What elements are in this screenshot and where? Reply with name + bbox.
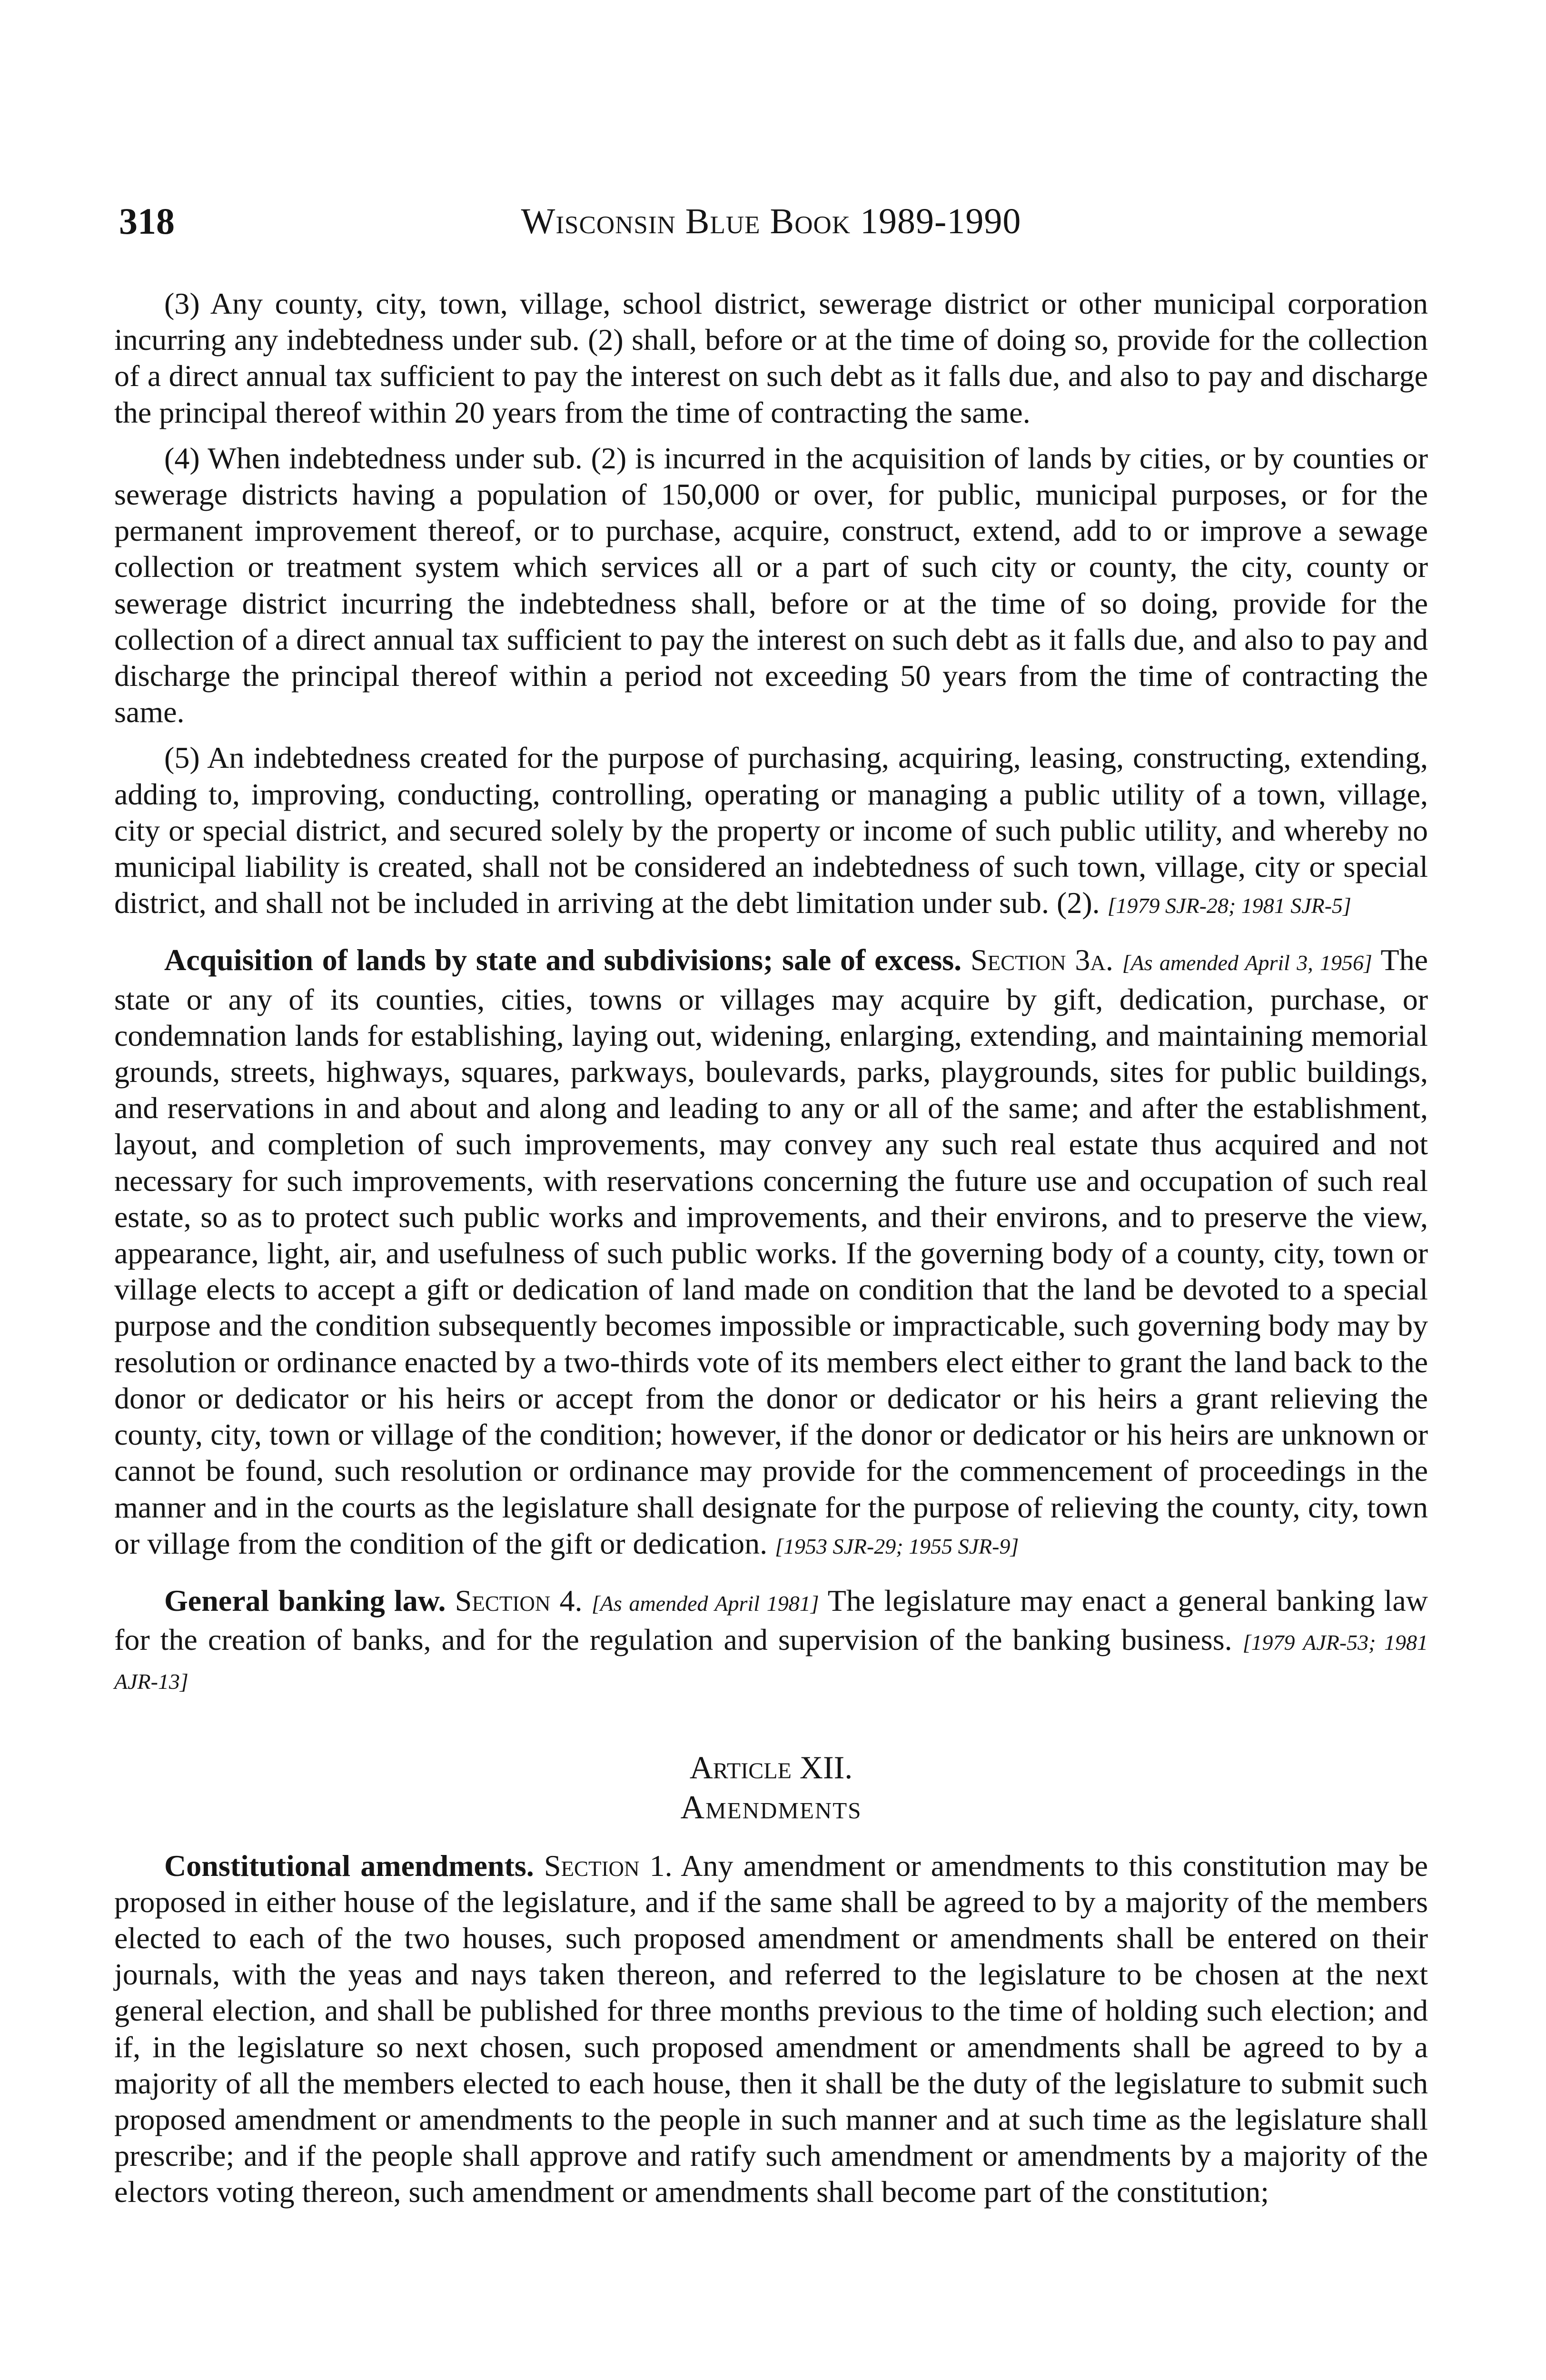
amendment-note: [As amended April 3, 1956] xyxy=(1122,951,1372,975)
legislative-history-note: [1979 SJR-28; 1981 SJR-5] xyxy=(1107,893,1351,918)
section-4 xyxy=(114,1583,1428,1700)
body-text xyxy=(114,286,1428,2220)
section-heading: Acquisition of lands by state and subdivisions; sale of excess. xyxy=(164,943,962,977)
paragraph-text: (5) An indebtedness created for the purpose of purchasing, acquiring, leasing, constructing, extending, adding to, improving, conducting, controlling, operating or managing a public utility of a town, village, city or special district, and secured solely by the property or income of such public utility, and whereby no municipal liability is created, shall not be considered an indebtedness of such town, village, city or special district, and shall not be included in arriving at the debt limitation under sub. (2). xyxy=(114,741,1428,920)
section-text: Any amendment or amendments to this constitution may be proposed in either house of the legislature, and if the same shall be agreed to by a majority of the members elected to each of the two houses, such proposed amendment or amendments shall be entered on their journals, with the yeas and nays taken thereon, and referred to the legislature to be chosen at the next general election, and shall be published for three months previous to the time of holding such election; and if, in the legislature so next chosen, such proposed amendment or amendments shall be agreed to by a majority of all the members elected to each house, then it shall be the duty of the legislature to submit such proposed amendment or amendments to the people in such manner and at such time as the legislature shall prescribe; and if the people shall approve and ratify such amendment or amendments by a majority of the electors voting thereon, such amendment or amendments shall become part of the constitution; xyxy=(114,1848,1428,2209)
amendment-note: [As amended April 1981] xyxy=(591,1591,819,1616)
article-heading xyxy=(114,1748,1428,1829)
section-text: The legislature may enact a general banking law for the creation of banks, and for the regulation and supervision of the banking business. xyxy=(114,1583,1428,1657)
section-3a xyxy=(114,942,1428,1564)
paragraph-text: (3) Any county, city, town, village, school district, sewerage district or other municipal corporation incurring any indebtedness under sub. (2) shall, before or at the time of doing so, provide for the collection of a direct annual tax sufficient to pay the interest on such debt as it falls due, and also to pay and discharge the principal thereof within 20 years from the time of contracting the same. xyxy=(114,287,1428,429)
section-heading: General banking law. xyxy=(164,1583,446,1617)
section-label: Section 4. xyxy=(455,1583,583,1617)
running-head xyxy=(119,200,1423,243)
paragraph-text: (4) When indebtedness under sub. (2) is incurred in the acquisition of lands by cities, or by counties or sewerage districts having a population of 150,000 or over, for public, municipal purposes, or for the permanent improvement thereof, or to purchase, acquire, construct, extend, add to or improve a sewage collection or treatment system which services all or a part of such city or county, the city, county or sewerage district incurring the indebtedness shall, before or at the time of so doing, provide for the collection of a direct annual tax sufficient to pay the interest on such debt as it falls due, and also to pay and discharge the principal thereof within a period not exceeding 50 years from the time of contracting the same. xyxy=(114,441,1428,729)
book-title: Wisconsin Blue Book 1989-1990 xyxy=(521,201,1021,241)
section-heading: Constitutional amendments. xyxy=(164,1848,534,1883)
legislative-history-note: [1953 SJR-29; 1955 SJR-9] xyxy=(775,1534,1019,1558)
legislative-history-note: [1979 AJR-53; 1981 AJR-13] xyxy=(114,1630,1428,1694)
paragraph-subsection-4 xyxy=(114,440,1428,731)
section-text: The state or any of its counties, cities, towns or villages may acquire by gift, dedication, purchase, or condemnation lands for establishing, laying out, widening, enlarging, extending, and maintaining memorial grounds, streets, highways, squares, parkways, boulevards, parks, playgrounds, sites for public buildings, and reservations in and about and along and leading to any or all of the same; and after the establishment, layout, and completion of such improvements, may convey any such real estate thus acquired and not necessary for such improvements, with reservations concerning the future use and occupation of such real estate, so as to protect such public works and improvements, and their environs, and to preserve the view, appearance, light, air, and usefulness of such public works. If the governing body of a county, city, town or village elects to accept a gift or dedication of land made on condition that the land be devoted to a special purpose and the condition subsequently becomes impossible or impracticable, such governing body may by resolution or ordinance enacted by a two-thirds vote of its members elect either to grant the land back to the donor or dedicator or his heirs or accept from the donor or dedicator or his heirs a grant relieving the county, city, town or village of the condition; however, if the donor or dedicator or his heirs are unknown or cannot be found, such resolution or ordinance may provide for the commencement of proceedings in the manner and in the courts as the legislature shall designate for the purpose of relieving the county, city, town or village from the condition of the gift or dedication. xyxy=(114,943,1428,1560)
article-number: Article XII. xyxy=(689,1749,853,1785)
paragraph-subsection-5 xyxy=(114,740,1428,924)
section-1 xyxy=(114,1848,1428,2211)
article-title: Amendments xyxy=(680,1789,862,1826)
section-label: Section 3a. xyxy=(970,943,1113,977)
section-label: Section 1. xyxy=(544,1848,673,1883)
page-number: 318 xyxy=(119,200,175,242)
paragraph-subsection-3 xyxy=(114,286,1428,431)
